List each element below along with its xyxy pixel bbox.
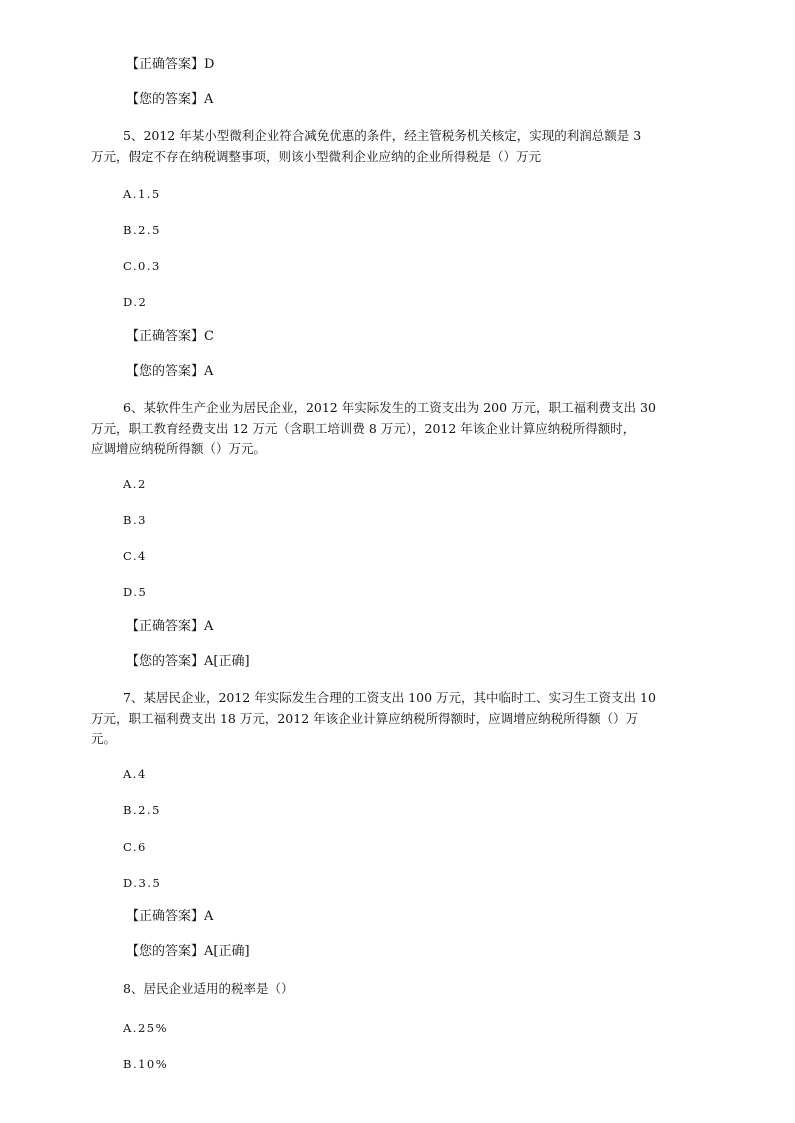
question-6-option-c: C.4 [123, 549, 147, 563]
correct-answer-row [126, 57, 214, 73]
question-8-text-line1: 8、居民企业适用的税率是（） [123, 981, 294, 996]
question-8-option-a: A.25% [123, 1021, 169, 1035]
correct-answer-value: D [204, 57, 215, 72]
your-answer-value: A [204, 92, 214, 107]
correct-answer-value: A [204, 909, 214, 924]
correct-answer-value: A [204, 619, 214, 634]
question-5-correct-answer-row [126, 329, 214, 345]
question-7-text-line2: 万元，职工福利费支出 18 万元，2012 年该企业计算应纳税所得额时，应调增应纳税所得额（）万 [91, 711, 639, 726]
question-5-option-a: A.1.5 [123, 187, 161, 201]
your-answer-value: A[正确] [204, 654, 250, 669]
correct-answer-label: 【正确答案】 [126, 57, 205, 72]
question-6-option-d: D.5 [123, 585, 148, 599]
your-answer-value: A [204, 364, 214, 379]
question-6-option-a: A.2 [123, 477, 147, 491]
question-5-option-c: C.0.3 [123, 259, 161, 273]
question-7-option-c: C.6 [123, 840, 147, 854]
your-answer-label: 【您的答案】 [126, 364, 205, 379]
question-6-your-answer-row [126, 654, 250, 670]
your-answer-row [126, 92, 213, 108]
question-7-text-line3: 元。 [91, 731, 117, 746]
question-6-text-line2: 万元，职工教育经费支出 12 万元（含职工培训费 8 万元），2012 年该企业计算应纳税所得额时， [91, 421, 636, 436]
question-5-text-line1: 5、2012 年某小型微利企业符合减免优惠的条件，经主管税务机关核定，实现的利润总额是 3 [123, 128, 642, 143]
correct-answer-label: 【正确答案】 [126, 619, 205, 634]
correct-answer-value: C [204, 329, 214, 344]
question-5-your-answer-row [126, 364, 213, 380]
question-7-text-line1: 7、某居民企业，2012 年实际发生合理的工资支出 100 万元，其中临时工、实习生工资支出 10 [123, 690, 656, 705]
question-5-option-d: D.2 [123, 295, 148, 309]
your-answer-label: 【您的答案】 [126, 92, 205, 107]
question-7-option-d: D.3.5 [123, 876, 162, 890]
question-6-text-line1: 6、某软件生产企业为居民企业，2012 年实际发生的工资支出为 200 万元，职工福利费支出 30 [123, 400, 656, 415]
question-7-your-answer-row [126, 944, 250, 960]
question-7-option-a: A.4 [123, 767, 147, 781]
correct-answer-label: 【正确答案】 [126, 329, 205, 344]
question-5-option-b: B.2.5 [123, 223, 161, 237]
question-5-text-line2: 万元，假定不存在纳税调整事项，则该小型微利企业应纳的企业所得税是（）万元 [91, 149, 542, 164]
question-6-option-b: B.3 [123, 513, 147, 527]
correct-answer-label: 【正确答案】 [126, 909, 205, 924]
your-answer-value: A[正确] [204, 944, 250, 959]
question-8-option-b: B.10% [123, 1057, 169, 1071]
your-answer-label: 【您的答案】 [126, 944, 205, 959]
question-7-option-b: B.2.5 [123, 803, 161, 817]
your-answer-label: 【您的答案】 [126, 654, 205, 669]
question-6-text-line3: 应调增应纳税所得额（）万元。 [91, 441, 267, 456]
question-6-correct-answer-row [126, 619, 213, 635]
question-7-correct-answer-row [126, 909, 213, 925]
